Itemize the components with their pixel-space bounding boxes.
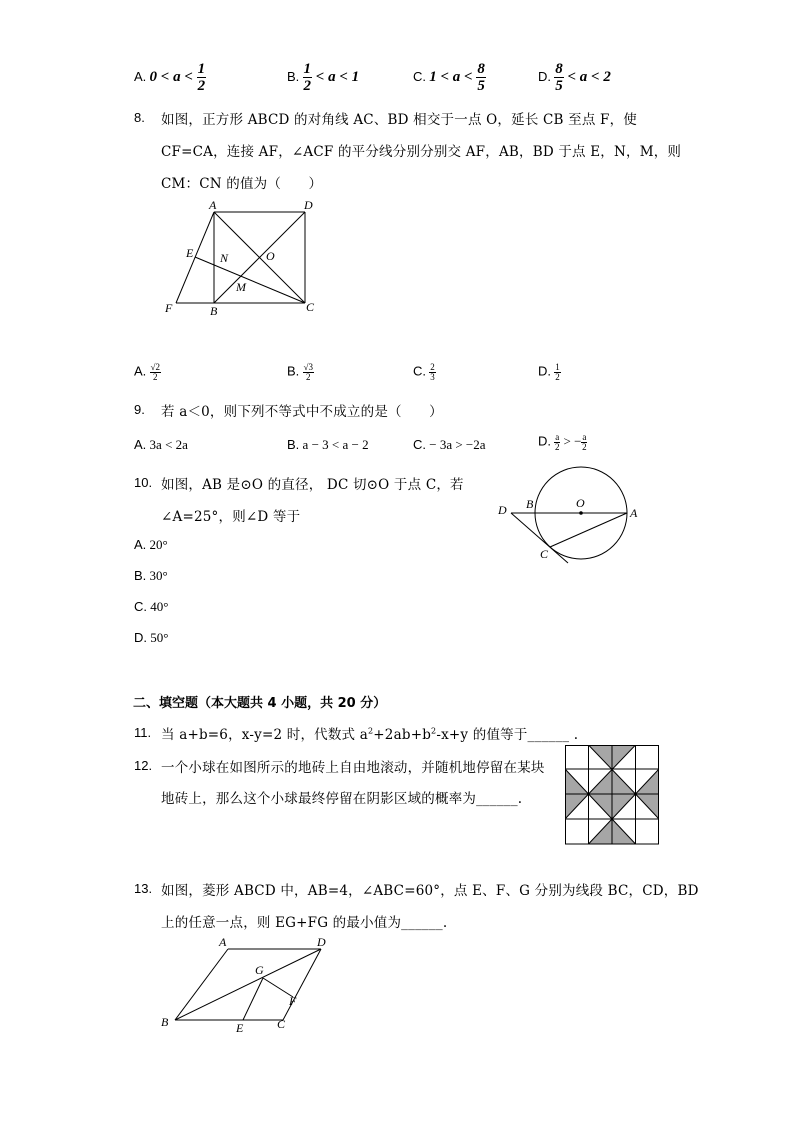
q8-stem-line-2: CF=CA，连接 AF，∠ACF 的平分线分别分别交 AF，AB，BD 于点 E，N，M，则 (161, 144, 682, 160)
q12-stem-line-1: 一个小球在如图所示的地砖上自由地滚动，并随机地停留在某块 (161, 760, 545, 776)
q13-stem-line-2: 上的任意一点，则 EG+FG 的最小值为______. (161, 915, 448, 931)
q7-option-c-fraction: $\frac{8}{5}$ (477, 61, 485, 94)
q8-label-d: D (304, 198, 313, 212)
q10-circle-figure (494, 462, 644, 567)
q8-square-figure (150, 195, 330, 320)
q9-option-d: D. $\frac{a}{2}$ > − $\frac{a}{2}$ (538, 432, 587, 452)
q10-option-d: D. 50° (134, 630, 169, 645)
q7-option-c: C. 1 < a < $\frac{8}{5}$ (413, 61, 485, 94)
q8-label-o: O (266, 249, 275, 263)
q10-label-o: O (576, 496, 585, 510)
q8-option-d-fraction: $\frac{1}{2}$ (555, 362, 560, 382)
q7-option-a: A. 0 < a < $\frac{1}{2}$ (134, 61, 206, 94)
q8-option-a: A. $\frac{√2}{2}$ (134, 362, 160, 382)
q10-label-d: D (498, 503, 507, 517)
q9-number: 9. (134, 402, 145, 417)
q8-label-m: M (236, 280, 246, 294)
q10-number: 10. (134, 475, 153, 490)
q8-option-c-fraction: $\frac{2}{3}$ (430, 362, 435, 382)
q8-option-b: B. $\frac{√3}{2}$ (287, 362, 313, 382)
q13-number: 13. (134, 881, 153, 896)
q9-option-d-fraction-1: $\frac{a}{2}$ (555, 432, 560, 452)
q10-option-b: B. 30° (134, 568, 168, 583)
q10-stem-line-1: 如图，AB 是⊙O 的直径， DC 切⊙O 于点 C，若 (161, 477, 464, 493)
q8-label-f: F (165, 301, 173, 315)
q11-number: 11. (134, 725, 152, 740)
q10-option-c: C. 40° (134, 599, 169, 614)
q13-label-d: D (317, 935, 326, 949)
q11-stem: 当 a+b=6，x-y=2 时，代数式 $a^2+2ab+b^2-x+y$ 的值等于______ . (161, 726, 579, 743)
q7-option-a-fraction: $\frac{1}{2}$ (197, 61, 206, 94)
q10-option-a: A. 20° (134, 537, 168, 552)
q8-stem-line-3: CM：CN 的值为（ ） (161, 176, 323, 192)
q13-stem-line-1: 如图，菱形 ABCD 中，AB=4，∠ABC=60°，点 E、F、G 分别为线段 BC，CD，BD (161, 883, 699, 899)
q10-label-c: C (540, 547, 549, 561)
q9-option-a: A. 3a < 2a (134, 437, 188, 452)
q12-tile-figure (565, 745, 659, 845)
q7-option-d: D. $\frac{8}{5}$ < a < 2 (538, 61, 611, 94)
q8-label-c: C (306, 300, 315, 314)
q8-label-a: A (209, 198, 217, 212)
q13-label-a: A (219, 935, 227, 949)
q8-number: 8. (134, 110, 145, 125)
q7-option-d-fraction: $\frac{8}{5}$ (555, 61, 563, 94)
q13-label-g: G (255, 963, 264, 977)
q8-option-b-fraction: $\frac{√3}{2}$ (303, 362, 313, 382)
section-2-title: 二、填空题（本大题共 4 小题，共 20 分） (133, 696, 387, 711)
q9-stem: 若 a＜0，则下列不等式中不成立的是（ ） (161, 404, 443, 420)
q13-rhombus-figure (155, 930, 335, 1038)
q8-label-n: N (220, 251, 229, 265)
q10-label-b: B (526, 497, 534, 511)
q8-stem-line-1: 如图，正方形 ABCD 的对角线 AC、BD 相交于一点 O，延长 CB 至点 F，使 (161, 112, 638, 128)
q10-stem-line-2: ∠A=25°，则∠D 等于 (161, 509, 301, 525)
q8-option-d: D. $\frac{1}{2}$ (538, 362, 560, 382)
q8-label-e: E (186, 246, 194, 260)
q8-option-c: C. $\frac{2}{3}$ (413, 362, 435, 382)
q13-label-c: C (277, 1017, 286, 1031)
q13-label-b: B (161, 1015, 169, 1029)
q12-stem-line-2: 地砖上，那么这个小球最终停留在阴影区域的概率为______. (161, 791, 523, 807)
q8-label-b: B (210, 304, 218, 318)
q9-option-d-fraction-2: $\frac{a}{2}$ (582, 432, 587, 452)
q7-option-b: B. $\frac{1}{2}$ < a < 1 (287, 61, 360, 94)
q7-option-b-fraction: $\frac{1}{2}$ (303, 61, 312, 94)
q9-option-c: C. − 3a > −2a (413, 437, 486, 452)
q9-option-b: B. a − 3 < a − 2 (287, 437, 369, 452)
q13-label-f: F (289, 994, 297, 1008)
q12-number: 12. (134, 758, 153, 773)
q8-option-a-fraction: $\frac{√2}{2}$ (150, 362, 160, 382)
q13-label-e: E (236, 1021, 244, 1035)
q10-label-a: A (630, 506, 638, 520)
